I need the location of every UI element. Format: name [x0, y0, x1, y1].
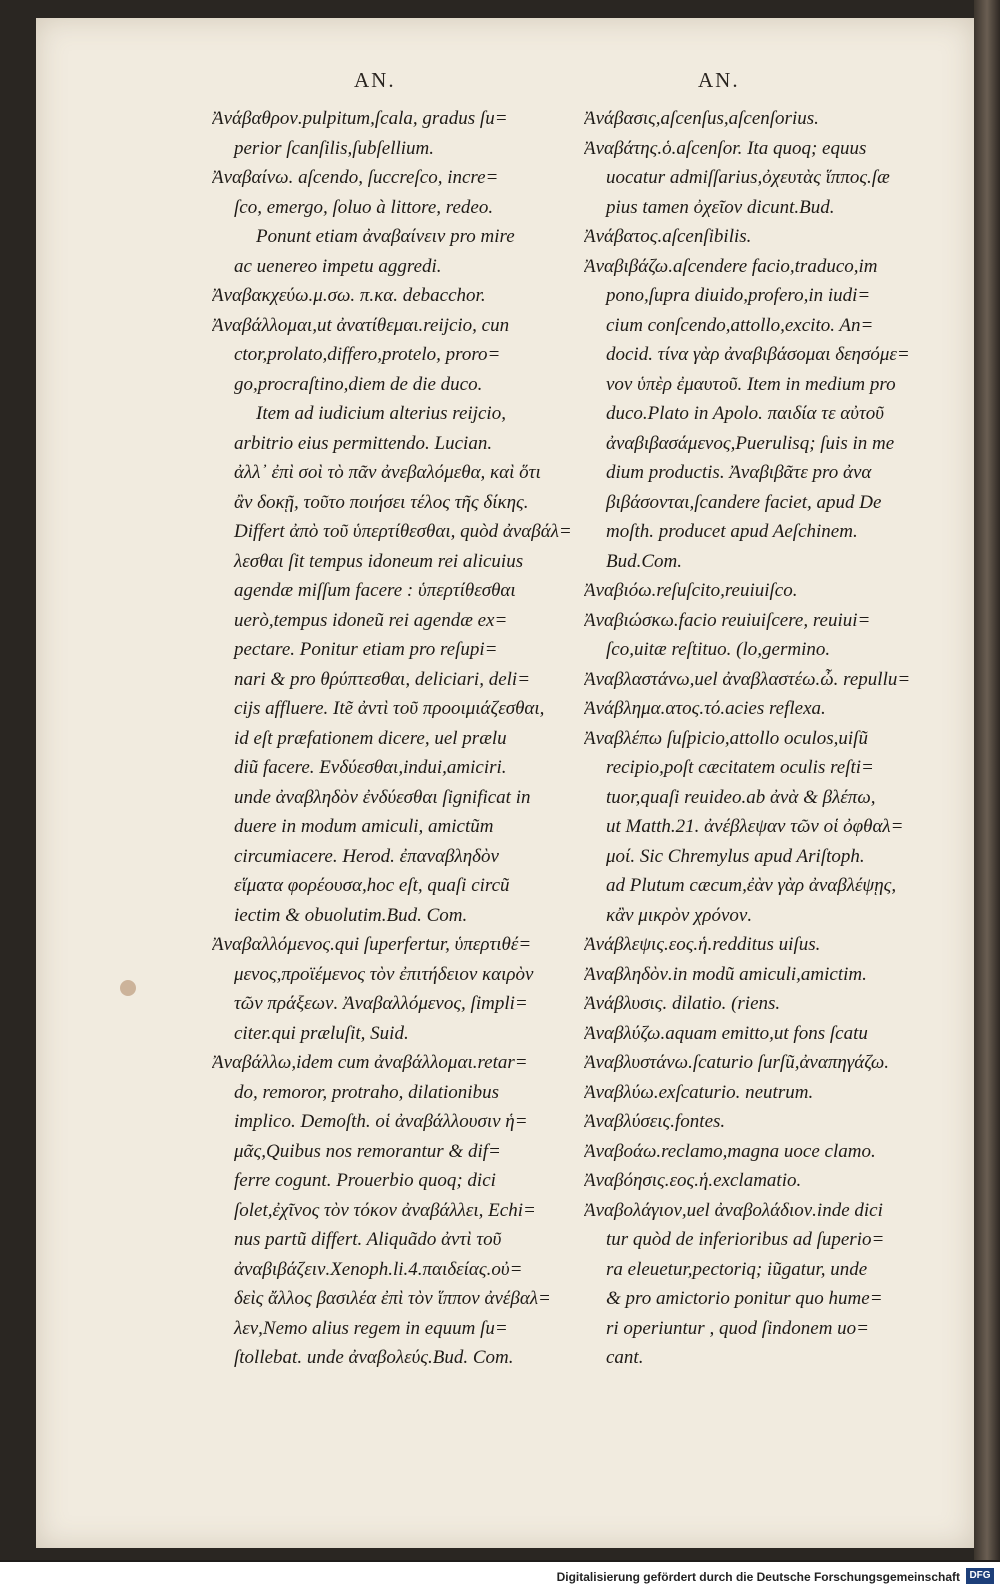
text-line: cijs affluere. Itẽ ἀντὶ τοῦ προοιμιάζεσθαι,	[234, 698, 545, 719]
text-line: Ἀναβάτης.ὁ.aſcenſor. Ita quoq; equus	[584, 137, 867, 159]
text-line: pectare. Ponitur etiam pro reſupi=	[234, 639, 498, 660]
text-line: Ἀναβάλλω,idem cum ἀναβάλλομαι.retar=	[212, 1052, 528, 1073]
text-line: μενος,προϊέμενος τὸν ἐπιτήδειον καιρὸν	[234, 963, 534, 985]
text-line: Ἀναβληδὸν.in modũ amiculi,amictim.	[584, 963, 867, 985]
text-line: κἂν μικρὸν χρόνον.	[606, 904, 753, 926]
text-line: μᾶς,Quibus nos remorantur & dif=	[234, 1140, 501, 1162]
left-running-header: AN.	[354, 68, 396, 92]
right-running-header: AN.	[698, 68, 740, 92]
text-line: Ἀναβλύω.exſcaturio. neutrum.	[584, 1081, 814, 1103]
text-line: Ἀναβοάω.reclamo,magna uoce clamo.	[584, 1140, 876, 1162]
text-line: Ἀνάβλεψις.εος.ἡ.redditus uiſus.	[584, 934, 821, 955]
text-line: Ἀναβιώσκω.facio reuiuiſcere, reuiui=	[584, 609, 871, 631]
left-column	[212, 104, 576, 1373]
text-line: βιβάσονται,ſcandere faciet, apud De	[606, 491, 882, 513]
text-line: Ἀναβλυστάνω.ſcaturio ſurſũ,ἀναπηγάζω.	[584, 1052, 890, 1073]
book-spine	[974, 0, 1000, 1560]
text-line: diũ facere. Ενδύεσθαι,indui,amiciri.	[234, 757, 507, 778]
text-line: Bud.Com.	[606, 550, 682, 572]
funding-credit: Digitalisierung gefördert durch die Deutsche Forschungsgemeinschaft	[556, 1570, 960, 1584]
text-line: Ἀναβάλλομαι,ut ἀνατίθεμαι.reijcio, cun	[212, 314, 510, 336]
text-line: Ἀνάβασις,aſcenſus,aſcenſorius.	[584, 108, 819, 129]
text-line: ἀναβιβασάμενος,Puerulisq; ſuis in me	[606, 432, 895, 454]
text-line: ἂν δοκῇ, τοῦτο ποιήσει τέλος τῆς δίκης.	[234, 491, 529, 513]
ink-stain	[120, 980, 136, 996]
text-line: λεσθαι ſit tempus idoneum rei alicuius	[234, 550, 524, 572]
text-line: Ἀναβακχεύω.μ.σω. π.κα. debacchor.	[212, 285, 486, 306]
text-line: ut Matth.21. ἀνέβλεψαν τῶν οἱ ὀφθαλ=	[606, 816, 904, 837]
text-line: Ἀναβιβάζω.aſcendere facio,traduco,im	[584, 255, 878, 277]
text-line: ἀναβιβάζειν.Xenoph.li.4.παιδείας.οὐ=	[234, 1258, 523, 1280]
text-line: Ἀναβαλλόμενος.qui ſuperfertur, ὑπερτιθέ=	[212, 934, 532, 955]
text-line: ri operiuntur , quod ſindonem uo=	[606, 1317, 869, 1339]
text-line: nus partũ differt. Aliquãdo ἀντὶ τοῦ	[234, 1229, 502, 1250]
text-line: ſtollebat. unde ἀναβολεύς.Bud. Com.	[234, 1347, 514, 1368]
text-line: Ἀνάβατος.aſcenſibilis.	[584, 226, 752, 247]
text-line: ſolet,ἐχῖνος τὸν τόκον ἀναβάλλει, Echi=	[234, 1199, 536, 1221]
funding-footer	[0, 1562, 1000, 1592]
text-line: ra eleuetur,pectoriq; iũgatur, unde	[606, 1258, 868, 1280]
text-line: ſco,uitæ reſtituo. (lo,germino.	[606, 639, 831, 660]
text-line: moſth. producet apud Aeſchinem.	[606, 521, 858, 542]
text-line: perior ſcanſilis,ſubſellium.	[234, 137, 435, 159]
text-line: Ἀναβλύζω.aquam emitto,ut fons ſcatu	[584, 1022, 868, 1044]
right-column	[584, 104, 954, 1373]
text-line: arbitrio eius permittendo. Lucian.	[234, 432, 493, 454]
text-line: cant.	[606, 1347, 644, 1368]
text-line: Ἀνάβαθρον.pulpitum,ſcala, gradus ſu=	[212, 108, 508, 129]
text-line: Ἀναβλύσεις.fontes.	[584, 1111, 726, 1132]
text-line: iectim & obuolutim.Bud. Com.	[234, 904, 468, 926]
text-line: id eſt præfationem dicere, uel prælu	[234, 727, 507, 749]
text-line: Item ad iudicium alterius reijcio,	[256, 403, 506, 424]
text-line: Ἀναβολάγιον,uel ἀναβολάδιον.inde dici	[584, 1199, 883, 1221]
text-line: do, remoror, protraho, dilationibus	[234, 1081, 499, 1103]
text-line: Differt ἀπὸ τοῦ ὑπερτίθεσθαι, quòd ἀναβάλ=	[234, 521, 572, 542]
text-line: & pro amictorio ponitur quo hume=	[606, 1288, 883, 1309]
text-line: citer.qui præluſit, Suid.	[234, 1022, 409, 1044]
text-line: νον ὑπὲρ ἐμαυτοῦ. Item in medium pro	[606, 373, 896, 395]
text-line: εἵματα φορέουσα,hoc eſt, quaſi circũ	[234, 875, 510, 896]
text-line: ad Plutum cæcum,ἐὰν γὰρ ἀναβλέψῃς,	[606, 875, 897, 896]
text-line: pono,ſupra diuido,profero,in iudi=	[606, 285, 871, 306]
text-line: go,procraſtino,diem de die duco.	[234, 373, 483, 395]
text-line: uerò,tempus idoneũ rei agendæ ex=	[234, 609, 508, 631]
text-line: implico. Demoſth. οἱ ἀναβάλλουσιν ἡ=	[234, 1111, 528, 1132]
text-line: ctor,prolato,differo,protelo, proro=	[234, 344, 501, 365]
text-line: λεν,Nemo alius regem in equum ſu=	[234, 1317, 508, 1339]
text-line: dium productis. Ἀναβιβᾶτε pro ἀνα	[606, 462, 872, 483]
text-line: duco.Plato in Apolo. παιδία τε αὐτοῦ	[606, 403, 885, 424]
book-page	[36, 18, 974, 1548]
text-line: ac uenereo impetu aggredi.	[234, 255, 442, 277]
text-line: uocatur admiſſarius,ὀχευτὰς ἵππος.ſæ	[606, 167, 890, 188]
text-line: tur quòd de inferioribus ad ſuperio=	[606, 1229, 885, 1250]
text-line: docid. τίνα γὰρ ἀναβιβάσομαι δεησόμε=	[606, 344, 910, 365]
text-line: circumiacere. Herod. ἐπαναβληδὸν	[234, 845, 499, 867]
text-line: ferre cogunt. Prouerbio quoq; dici	[234, 1170, 496, 1191]
text-line: μοί. Sic Chremylus apud Ariſtoph.	[606, 845, 865, 867]
text-line: recipio,poſt cæcitatem oculis reſti=	[606, 757, 874, 778]
text-line: nari & pro θρύπτεσθαι, deliciari, deli=	[234, 668, 531, 690]
text-line: Ἀναβόησις.εος.ἡ.exclamatio.	[584, 1170, 802, 1191]
text-line: cium conſcendo,attollo,excito. An=	[606, 314, 874, 336]
text-line: Ἀνάβλυσις. dilatio. (riens.	[584, 993, 781, 1014]
text-line: ἀλλ᾽ ἐπὶ σοὶ τὸ πᾶν ἀνεβαλόμεθα, καὶ ὅτι	[234, 462, 541, 483]
text-line: Ponunt etiam ἀναβαίνειν pro mire	[256, 226, 515, 247]
text-line: tuor,quaſi reuideo.ab ἀνὰ & βλέπω,	[606, 786, 876, 808]
text-line: agendæ miſſum facere : ὑπερτίθεσθαι	[234, 580, 516, 601]
text-line: Ἀναβαίνω. aſcendo, ſuccreſco, incre=	[212, 167, 499, 188]
dfg-logo: DFG	[966, 1568, 994, 1584]
text-line: τῶν πράξεων. Ἀναβαλλόμενος, ſimpli=	[234, 993, 528, 1014]
text-line: unde ἀναβληδὸν ἐνδύεσθαι ſignificat in	[234, 786, 531, 808]
text-line: ſco, emergo, ſoluo à littore, redeo.	[234, 196, 494, 218]
text-line: duere in modum amiculi, amictũm	[234, 816, 494, 837]
text-line: δεὶς ἄλλος βασιλέα ἐπὶ τὸν ἵππον ἀνέβαλ=	[234, 1288, 551, 1309]
text-line: Ἀναβλέπω ſuſpicio,attollo oculos,uiſũ	[584, 727, 868, 749]
text-line: Ἀναβιόω.reſuſcito,reuiuiſco.	[584, 580, 798, 601]
text-line: Ἀνάβλημα.ατος.τό.acies reflexa.	[584, 698, 826, 719]
text-line: Ἀναβλαστάνω,uel ἀναβλαστέω.ὦ. repullu=	[584, 668, 911, 690]
text-line: pius tamen ὀχεῖον dicunt.Bud.	[606, 196, 835, 218]
